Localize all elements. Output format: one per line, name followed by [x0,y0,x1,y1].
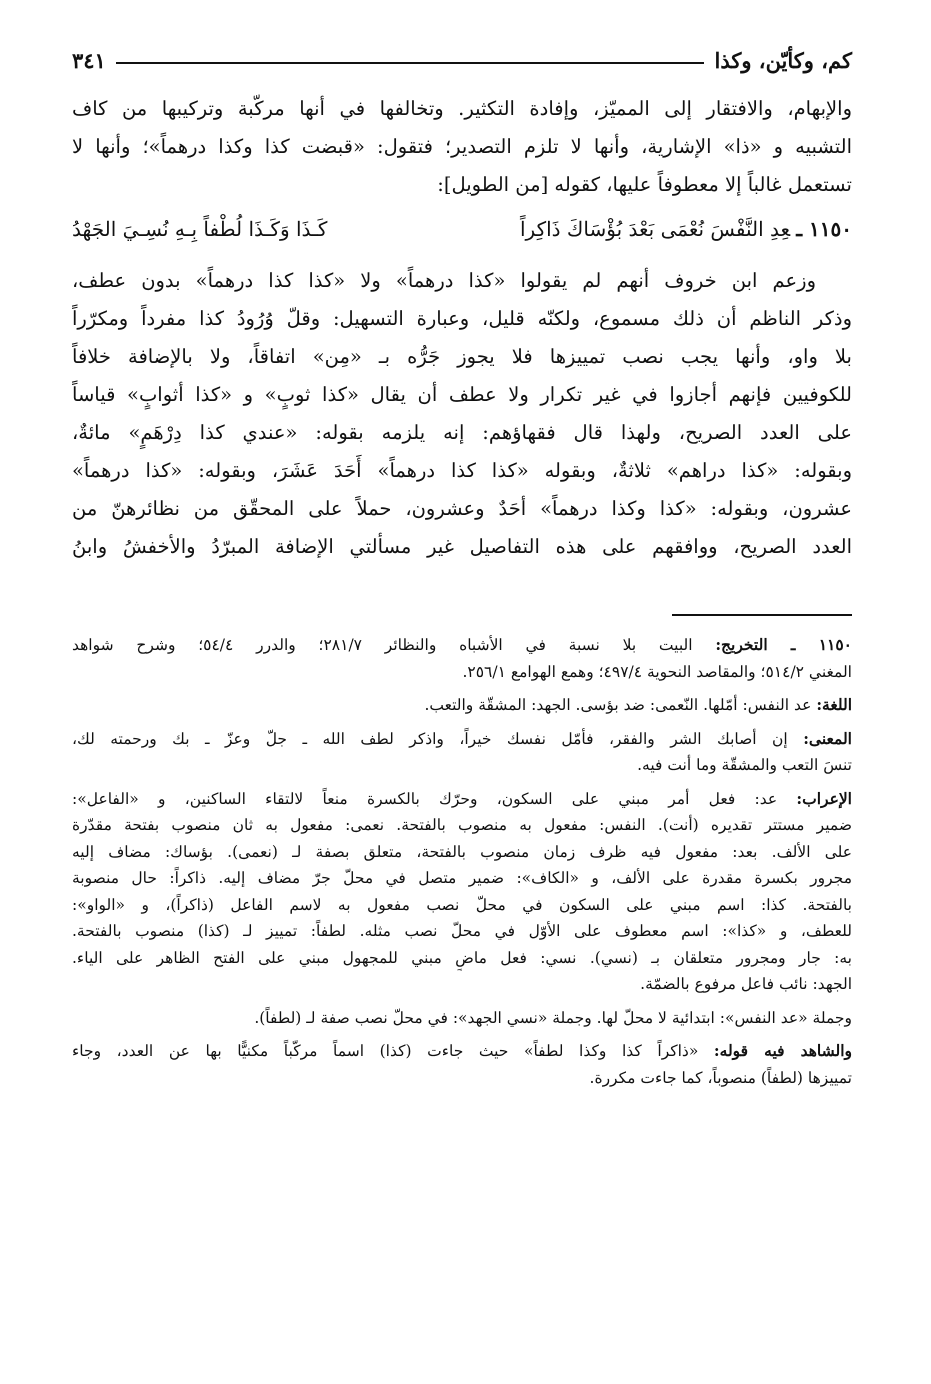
lugha-text: عد النفس: أمّلها. النّعمى: ضد بؤسى. الجهد: المشقّة والتعب. [424,696,812,714]
takhrij-label: ١١٥٠ ـ التخريج: [715,635,852,654]
footnotes [72,632,852,1091]
footnote-lugha [72,692,852,719]
footnote-line: الجهد: نائب فاعل مرفوع بالضمّة. [640,975,852,993]
verse-hemistich-2: كَـذَا وَكَـذَا لُطْفاً بِـهِ نُسِـيَ الجَهْدُ [72,217,328,241]
text-line: التشبيه و «ذا» الإشارية، وأنها لا تلزم التصدير؛ فتقول: «قبضت كذا وكذا درهماً»؛ وأنها لا [72,135,852,158]
header-rule [116,62,705,64]
running-header [72,40,852,80]
footnote-line: المغني ٥١٤/٢؛ والمقاصد النحوية ٤٩٧/٤؛ وهمع الهوامع ٢٥٦/١. [462,662,852,681]
footnote-line [72,786,852,813]
mana-label: المعنى: [803,728,852,748]
text-line: وزعم ابن خروف أنهم لم يقولوا «كذا درهماً» ولا «كذا كذا درهماً» بدون عطف، [72,269,816,292]
irab-text: عد: فعل أمر مبني على السكون، وحرّك بالكسرة منعاً لالتقاء الساكنين، و «الفاعل»: [72,789,778,808]
footnote-irab [72,786,852,998]
shahid-text: «ذاكراً كذا وكذا لطفاً» حيث جاءت (كذا) اسماً مركّباً مكنيًّا بها عن العدد، وجاء [72,1042,699,1060]
text-line: العدد الصريح، ووافقهم على هذه التفاصيل غير مسألتي الإضافة المبرّدُ والأخفشُ وابنُ [72,535,852,558]
text-line: عشرون، وبقوله: «كذا وكذا درهماً» أحَدٌ وعشرون، حملاً على المحقّق من نظائرهنّ من [72,497,852,520]
verse-first-half [520,206,852,252]
footnote-line: مجرور بكسرة مقدرة على الألف، و «الكاف»: ضمير متصل في محلّ جرّ مضاف إليه. ذاكراً: حال منصوبة [72,869,852,887]
text-line: على العدد الصريح، ولهذا قال فقهاؤهم: إنه يلزمه بقوله: «عندي كذا دِرْهَمٍ» مائةٌ، [72,421,852,444]
footnote-line: للعطف، و «كذا»: اسم معطوف على الأوّل في محلّ نصب مثله. لطفاً: تمييز لـ (كذا) منصوب بالفتحة. [72,922,852,940]
page [72,40,852,1098]
footnote-line [72,1038,852,1065]
footnote-line: وجملة «عد النفس»: ابتدائية لا محلّ لها. وجملة «نسي الجهد»: في محلّ نصب صفة لـ (لطفاً). [254,1008,852,1027]
verse-number: ١١٥٠ ـ [796,217,852,241]
footnote-line [72,632,852,659]
takhrij-text: البيت بلا نسبة في الأشباه والنظائر ٢٨١/٧؛ والدرر ٥٤/٤؛ وشرح شواهد [72,636,693,654]
footnote-takhrij [72,632,852,685]
footnote-rule [672,614,852,616]
footnote-line: ضمير مستتر تقديره (أنت). النفس: مفعول به منصوب بالفتحة. نعمى: مفعول به ثان منصوب بفتحة مقدّرة [72,816,852,834]
irab-label: الإعراب: [796,788,852,808]
text-line: وذكر الناظم أن ذلك مسموع، ولكنّه قليل، وعبارة التسهيل: وقلّ وُرُودُ كذا مفرداً ومكرّراً [72,307,852,330]
poetry-verse [72,206,852,252]
verse-hemistich-1: عِدِ النَّفْسَ نُعْمَى بَعْدَ بُؤْسَاكَ ذَاكِراً [519,217,791,241]
main-text [72,90,852,566]
page-number: ٣٤١ [72,47,106,73]
footnote-line: على الألف. بعد: مفعول فيه ظرف زمان منصوب بالفتحة، متعلق بصفة لـ (نعمى). بؤساك: مضاف إليه [72,842,852,861]
footnote-jumla [72,1005,852,1032]
footnote-line: تمييزها (لطفاً) منصوباً، كما جاءت مكررة. [589,1068,852,1087]
text-line: بلا واو، وأنها يجب نصب تمييزها فلا يجوز جَرُّه بـ «مِن» اتفاقاً، ولا بالإضافة خلافاً [72,345,852,368]
footnote-line: تنسَ التعب والمشقّة وما أنت فيه. [637,756,852,774]
footnote-mana [72,726,852,779]
mana-text: إن أصابك الشر والفقر، فأمّل نفسك خيراً، واذكر لطف الله ـ جلّ وعزّ ـ بك ورحمته لك، [72,729,788,748]
text-line: تستعمل غالباً إلا معطوفاً عليها، كقوله [من الطويل]: [437,173,852,196]
lugha-label: اللغة: [816,695,852,714]
footnote-line [72,726,852,753]
footnote-line [72,692,852,719]
footnote-shahid [72,1038,852,1091]
text-line: وبقوله: «كذا دراهم» ثلاثةٌ، وبقوله «كذا كذا درهماً» أَحَدَ عَشَرَ، وبقوله: «كذا درهماً» [72,459,852,482]
text-line: للكوفيين فإنهم أجازوا في غير تكرار ولا عطف أن يقال «كذا ثوبٍ» و «كذا أثوابٍ» قياساً [72,383,852,406]
footnote-line: به: جار ومجرور متعلقان بـ (نسي). نسي: فعل ماضٍ مبني للمجهول مبني على الفتح الظاهر على الياء. [72,948,852,967]
shahid-label: والشاهد فيه قوله: [713,1041,852,1060]
text-line: والإبهام، والافتقار إلى المميّز، وإفادة التكثير. وتخالفها في أنها مركّبة وتركيبها من كاف [72,97,852,120]
footnote-line: بالفتحة. كذا: اسم مبني على السكون في محلّ نصب مفعول به لاسم الفاعل (ذاكراً)، و «الواو»: [72,895,852,914]
header-title: كم، وكأيّن، وكذا [714,47,852,73]
